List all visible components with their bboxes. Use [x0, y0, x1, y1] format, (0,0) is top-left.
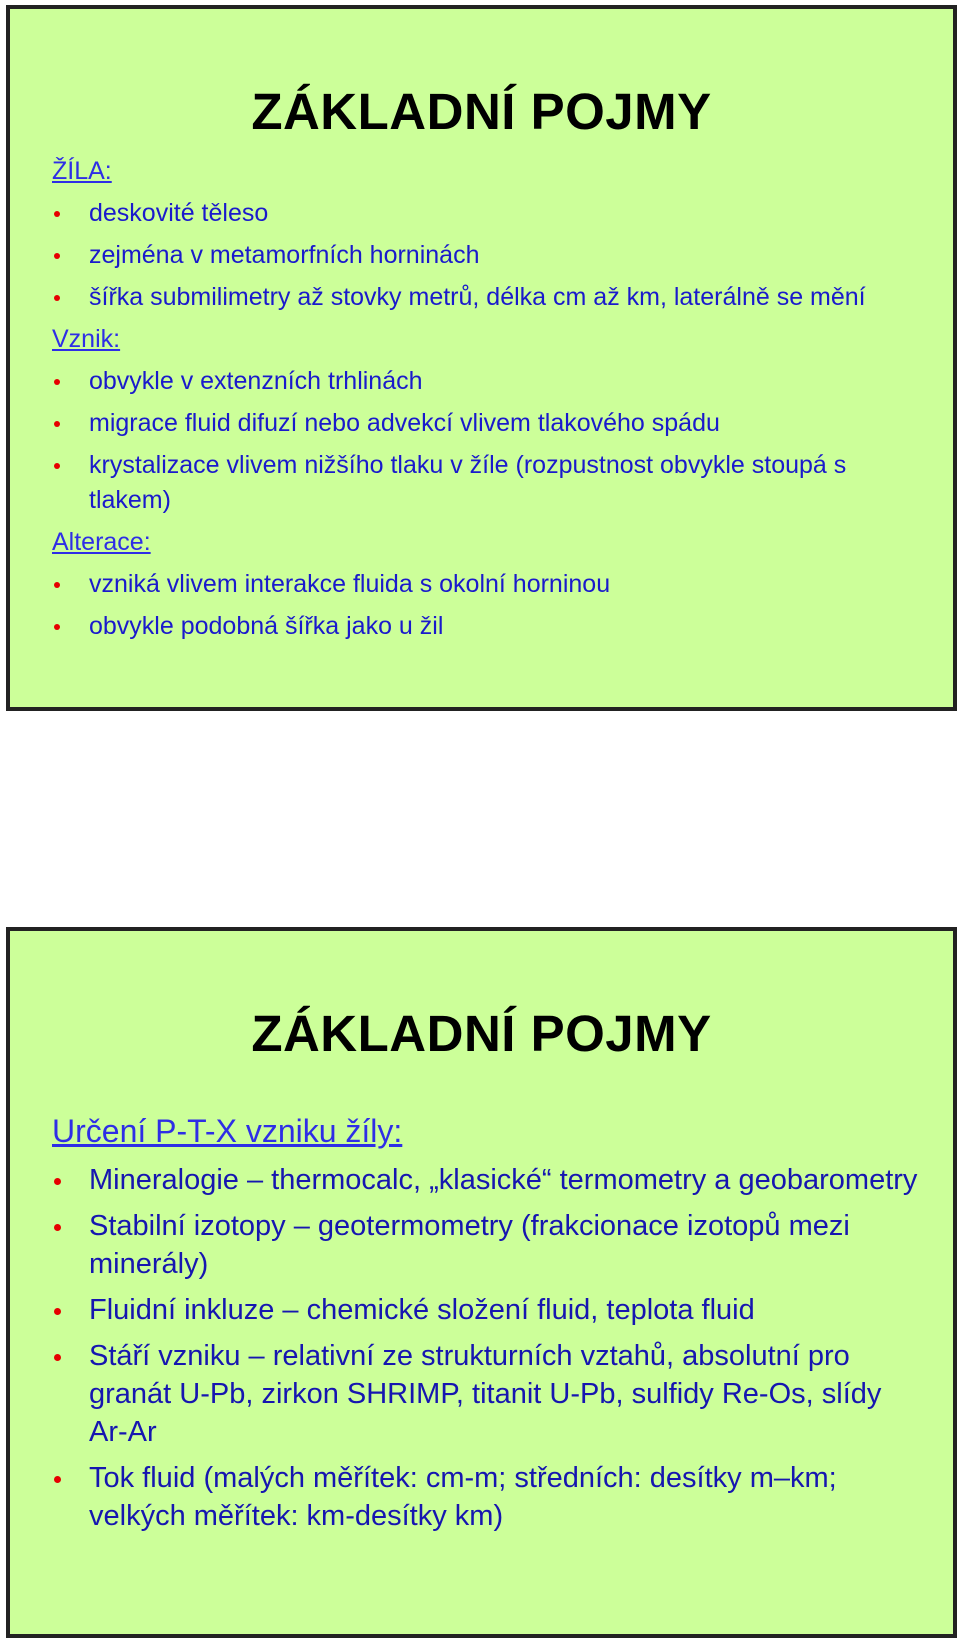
bullet-item: Tok fluid (malých měřítek: cm-m; středních: desítky m–km; velkých měřítek: km-desítky km)	[52, 1459, 923, 1535]
section-heading-alterace: Alterace:	[52, 528, 151, 556]
bullet-item: Mineralogie – thermocalc, „klasické“ termometry a geobarometry	[52, 1161, 923, 1199]
bullet-item: obvykle podobná šířka jako u žil	[52, 609, 923, 644]
bullet-item: Stáří vzniku – relativní ze strukturních vztahů, absolutní pro granát U-Pb, zirkon SHRIMP, titanit U-Pb, sulfidy Re-Os, slídy Ar-Ar	[52, 1337, 923, 1451]
slide-1-content	[52, 154, 923, 651]
bullet-list-vznik	[52, 364, 923, 518]
bullet-item: krystalizace vlivem nižšího tlaku v žíle (rozpustnost obvykle stoupá s tlakem)	[52, 448, 923, 518]
bullet-item: Fluidní inkluze – chemické složení fluid, teplota fluid	[52, 1291, 923, 1329]
bullet-item: zejména v metamorfních horninách	[52, 238, 923, 273]
section-heading-urceni-ptx: Určení P-T-X vzniku žíly:	[52, 1113, 403, 1149]
bullet-list-alterace	[52, 567, 923, 644]
bullet-item: deskovité těleso	[52, 196, 923, 231]
bullet-list-urceni-ptx	[52, 1161, 923, 1535]
bullet-item: obvykle v extenzních trhlinách	[52, 364, 923, 399]
slide-2	[6, 927, 957, 1638]
section-heading-vznik: Vznik:	[52, 325, 121, 353]
slide-2-title: ZÁKLADNÍ POJMY	[251, 1005, 712, 1062]
slide-1-title: ZÁKLADNÍ POJMY	[251, 83, 712, 140]
bullet-item: Stabilní izotopy – geotermometry (frakcionace izotopů mezi minerály)	[52, 1207, 923, 1283]
section-heading-zila: ŽÍLA:	[52, 157, 112, 185]
bullet-list-zila	[52, 196, 923, 315]
bullet-item: migrace fluid difuzí nebo advekcí vlivem tlakového spádu	[52, 406, 923, 441]
slide-2-content	[52, 1111, 923, 1543]
bullet-item: šířka submilimetry až stovky metrů, délka cm až km, laterálně se mění	[52, 280, 923, 315]
slide-1	[6, 5, 957, 711]
bullet-item: vzniká vlivem interakce fluida s okolní horninou	[52, 567, 923, 602]
